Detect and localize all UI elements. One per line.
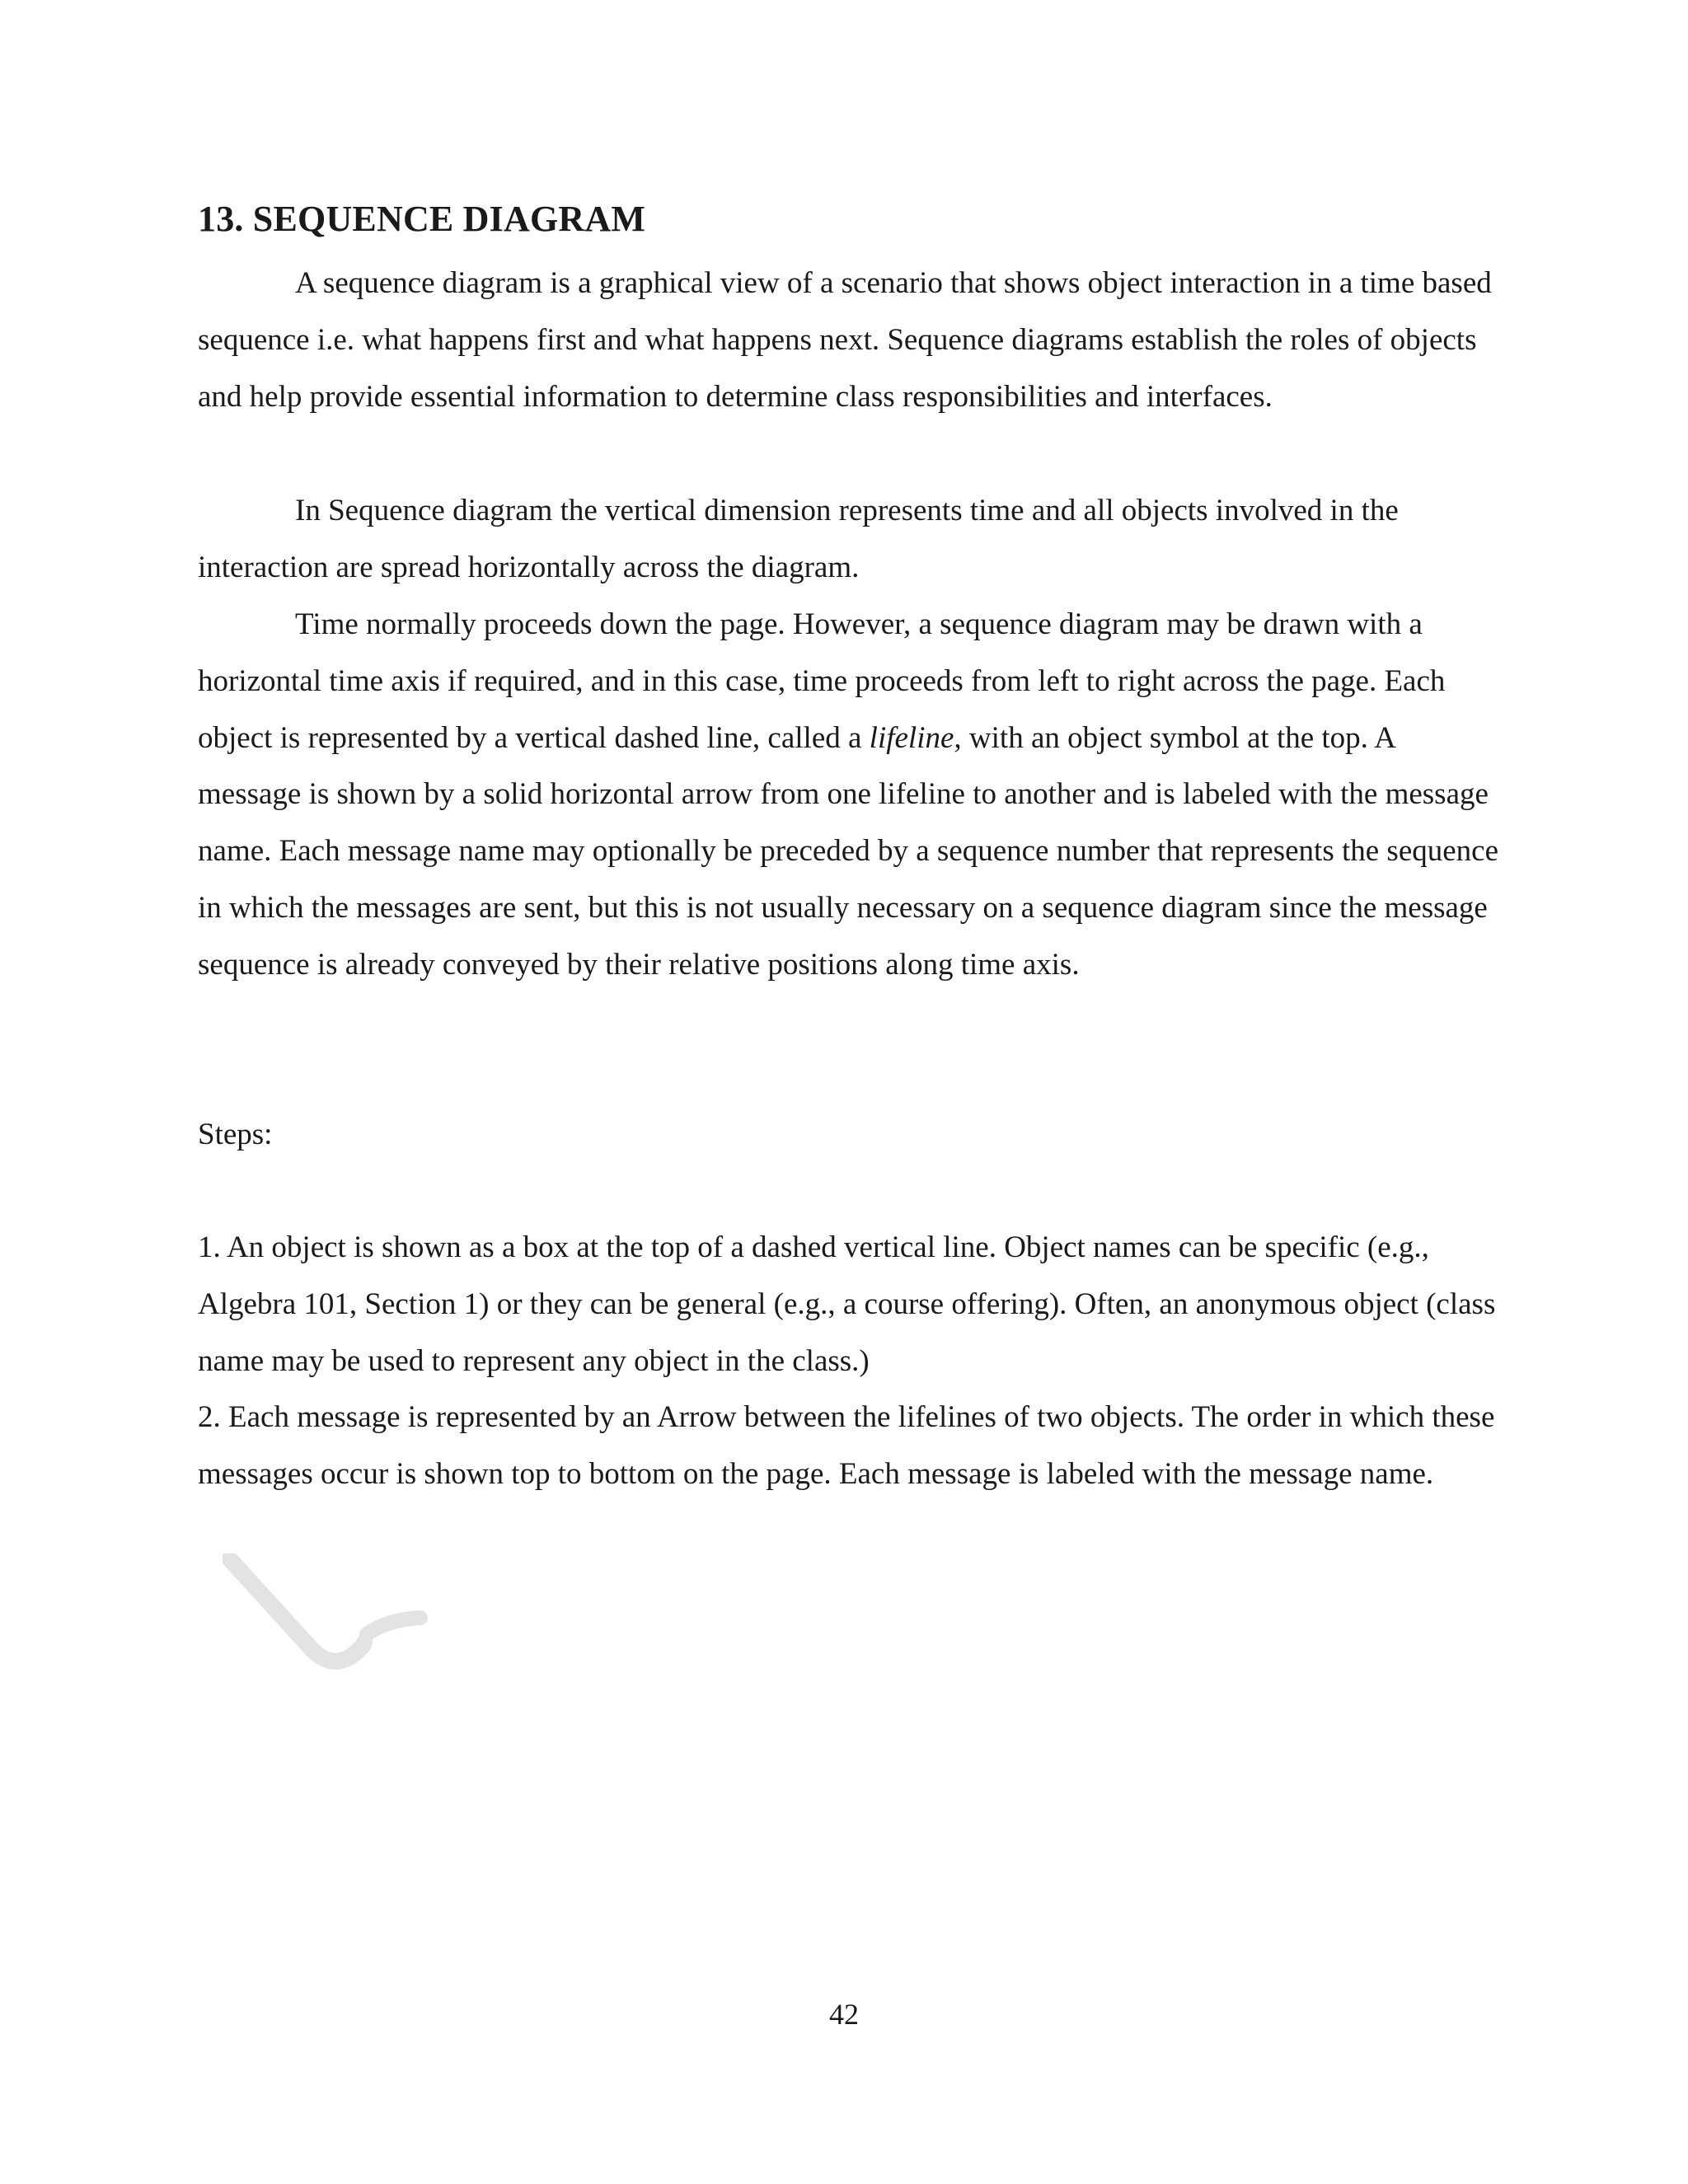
steps-label: Steps: <box>198 1118 273 1151</box>
vertical-dimension-paragraph-block <box>198 483 1500 597</box>
watermark-swoosh-icon <box>223 1554 437 1677</box>
paragraph-1: A sequence diagram is a graphical view of a scenario that shows object interaction in a time based sequence i.e. what happens first and what happens next. Sequence diagrams establish the roles of objects and help provide essential information to determine class responsibilities and interfaces. <box>198 266 1492 414</box>
step-item-1: 1. An object is shown as a box at the top of a dashed vertical line. Object names can be specific (e.g., Algebra 101, Section 1) or they can be general (e.g., a course offering). Often, an anonymous object (class name may be used to represent any object in the class.) <box>198 1230 1496 1378</box>
time-axis-paragraph-block <box>198 597 1500 994</box>
intro-paragraph-block <box>198 255 1500 425</box>
paragraph-3 <box>198 597 1500 994</box>
steps-list <box>198 1220 1500 1503</box>
paragraph-3-text-end: with an object symbol at the top. A message is shown by a solid horizontal arrow from one lifeline to another and is labeled with the message name. Each message name may optionally be preceded by a sequence number that represents the sequence in which the messages are sent, but this is not usually necessary on a sequence diagram since the message sequence is already conveyed by their relative positions along time axis. <box>198 720 1499 982</box>
lifeline-term: lifeline, <box>869 720 962 755</box>
paragraph-2: In Sequence diagram the vertical dimension represents time and all objects involved in the interaction are spread horizontally across the diagram. <box>198 494 1399 584</box>
section-heading: 13. SEQUENCE DIAGRAM <box>198 199 646 239</box>
watermark-graphic <box>223 1554 437 1681</box>
paragraph-3-text-start: Time normally proceeds down the page. However, a sequence diagram may be drawn with a horizontal time axis if required, and in this case, time proceeds from left to right across the page. Each object is represented by a vertical dashed line, called a <box>198 607 1446 755</box>
page-number: 42 <box>829 1998 859 2031</box>
step-item-2: 2. Each message is represented by an Arrow between the lifelines of two objects. The order in which these messages occur is shown top to bottom on the page. Each message is labeled with the message name. <box>198 1400 1495 1492</box>
